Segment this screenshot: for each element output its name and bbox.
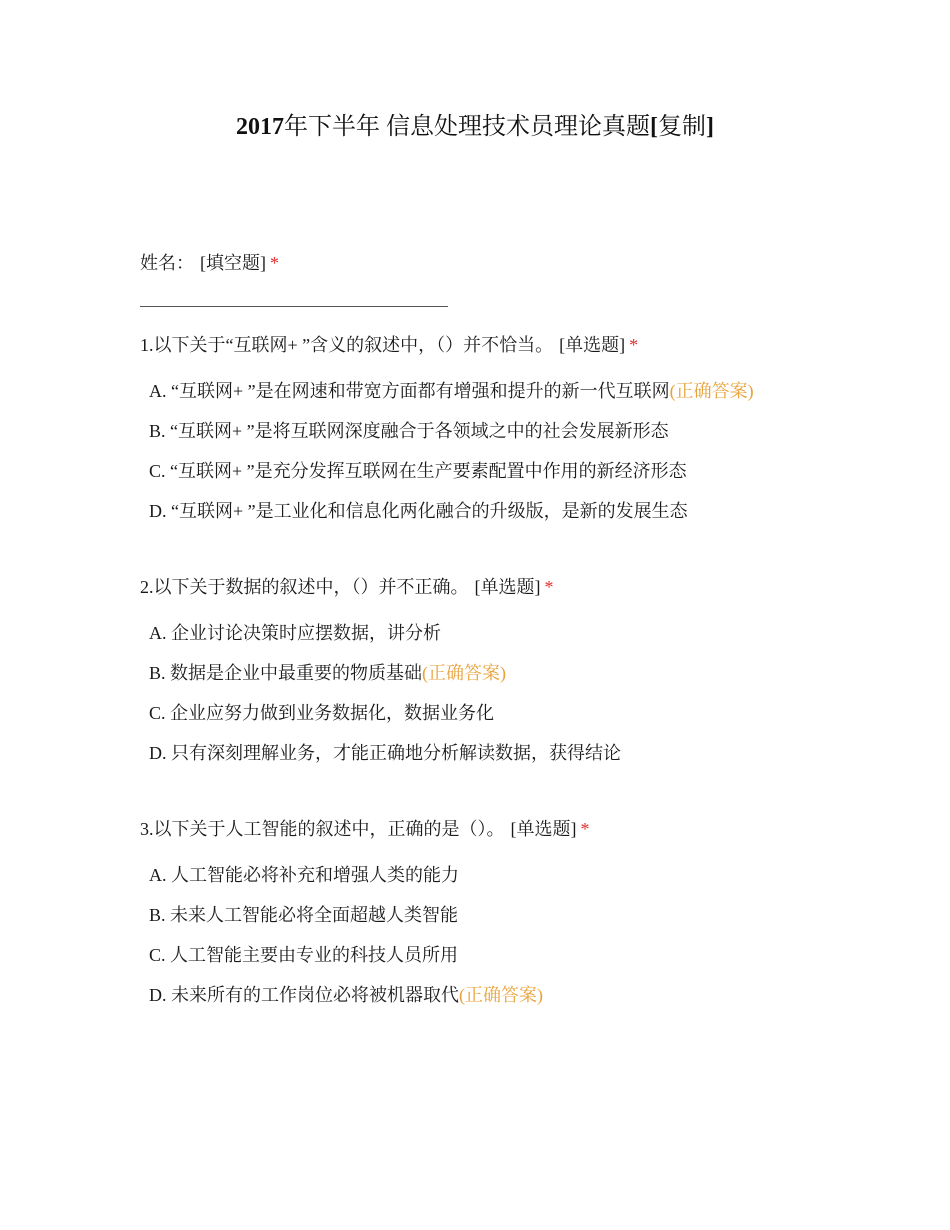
required-star: * <box>544 577 554 597</box>
correct-answer-tag: (正确答案) <box>669 381 754 401</box>
question-type: [单选题] <box>510 819 577 839</box>
name-question-label <box>140 251 279 275</box>
option-text: B. 未来人工智能必将全面超越人类智能 <box>149 905 459 925</box>
question-2-stem <box>140 575 554 599</box>
question-3-option-d[interactable] <box>149 983 543 1007</box>
title-open-bracket: [ <box>650 114 658 140</box>
required-star: * <box>270 253 279 273</box>
title-suffix: 复制 <box>658 114 706 140</box>
question-type: [填空题] <box>200 253 266 273</box>
correct-answer-tag: (正确答案) <box>422 663 507 683</box>
option-text: C. 人工智能主要由专业的科技人员所用 <box>149 945 459 965</box>
question-3-option-c[interactable] <box>149 943 458 967</box>
required-star: * <box>629 335 639 355</box>
question-3-stem <box>140 817 590 841</box>
question-1-option-c[interactable] <box>149 459 687 483</box>
question-2-option-c[interactable] <box>149 701 494 725</box>
name-answer-line[interactable] <box>140 306 448 307</box>
option-text: D. “互联网+ ”是工业化和信息化两化融合的升级版，是新的发展生态 <box>149 501 688 521</box>
option-text: C. 企业应努力做到业务数据化，数据业务化 <box>149 703 495 723</box>
question-1-option-b[interactable] <box>149 419 669 443</box>
page-title <box>0 112 950 142</box>
question-1-stem <box>140 333 638 357</box>
question-text: 2.以下关于数据的叙述中，（）并不正确。 <box>140 577 469 597</box>
option-text: A. “互联网+ ”是在网速和带宽方面都有增强和提升的新一代互联网 <box>149 381 670 401</box>
question-type: [单选题] <box>559 335 626 355</box>
question-2-option-b[interactable] <box>149 661 506 685</box>
option-text: B. 数据是企业中最重要的物质基础 <box>149 663 423 683</box>
question-2-option-a[interactable] <box>149 621 441 645</box>
question-2-option-d[interactable] <box>149 741 621 765</box>
question-type: [单选题] <box>474 577 541 597</box>
option-text: D. 未来所有的工作岗位必将被机器取代 <box>149 985 459 1005</box>
correct-answer-tag: (正确答案) <box>459 985 543 1005</box>
title-close-bracket: ] <box>706 114 714 140</box>
name-label: 姓名： <box>140 253 194 273</box>
question-1-option-d[interactable] <box>149 499 688 523</box>
option-text: C. “互联网+ ”是充分发挥互联网在生产要素配置中作用的新经济形态 <box>149 461 687 481</box>
option-text: D. 只有深刻理解业务，才能正确地分析解读数据，获得结论 <box>149 743 621 763</box>
title-year: 2017 <box>236 114 284 140</box>
question-3-option-b[interactable] <box>149 903 458 927</box>
option-text: B. “互联网+ ”是将互联网深度融合于各领域之中的社会发展新形态 <box>149 421 669 441</box>
question-1-option-a[interactable] <box>149 379 754 403</box>
option-text: A. 人工智能必将补充和增强人类的能力 <box>149 865 459 885</box>
question-3-option-a[interactable] <box>149 863 459 887</box>
required-star: * <box>580 819 590 839</box>
option-text: A. 企业讨论决策时应摆数据，讲分析 <box>149 623 441 643</box>
question-text: 3.以下关于人工智能的叙述中，正确的是（）。 <box>140 819 505 839</box>
title-text: 年下半年 信息处理技术员理论真题 <box>284 114 650 140</box>
question-text: 1.以下关于“互联网+ ”含义的叙述中，（）并不恰当。 <box>140 335 554 355</box>
